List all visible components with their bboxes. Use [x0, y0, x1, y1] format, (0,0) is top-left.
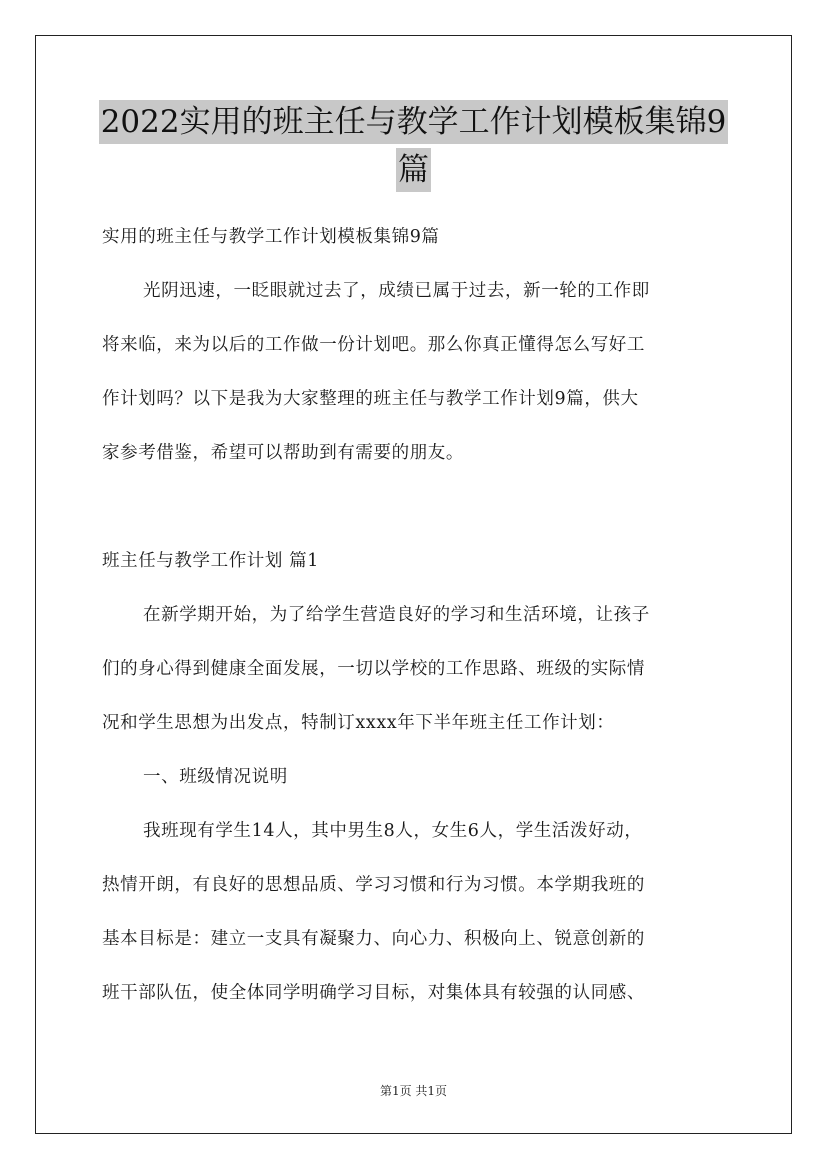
para1-line-3: 况和学生思想为出发点，特制订xxxx年下半年班主任工作计划： [102, 713, 615, 733]
para1-line-2: 们的身心得到健康全面发展，一切以学校的工作思路、班级的实际情 [102, 659, 645, 679]
intro-line-1: 光阴迅速，一眨眼就过去了，成绩已属于过去，新一轮的工作即 [143, 281, 650, 301]
intro-line-4: 家参考借鉴，希望可以帮助到有需要的朋友。 [102, 443, 464, 463]
para1-line-1: 在新学期开始，为了给学生营造良好的学习和生活环境，让孩子 [143, 605, 650, 625]
title-line-2: 篇 [396, 148, 431, 192]
para2-line-4: 班干部队伍，使全体同学明确学习目标，对集体具有较强的认同感、 [102, 983, 645, 1003]
intro-line-3: 作计划吗？以下是我为大家整理的班主任与教学工作计划9篇，供大 [102, 389, 639, 409]
para2-line-2: 热情开朗，有良好的思想品质、学习习惯和行为习惯。本学期我班的 [102, 875, 645, 895]
subtitle: 实用的班主任与教学工作计划模板集锦9篇 [102, 227, 440, 247]
subheading: 一、班级情况说明 [143, 767, 288, 787]
intro-line-2: 将来临，来为以后的工作做一份计划吧。那么你真正懂得怎么写好工 [102, 335, 645, 355]
para2-line-1: 我班现有学生14人，其中男生8人，女生6人，学生活泼好动， [143, 821, 643, 841]
page-footer: 第1页 共1页 [379, 1084, 448, 1098]
page-border [35, 35, 792, 1134]
section-heading: 班主任与教学工作计划 篇1 [102, 551, 319, 571]
title-line-1: 2022实用的班主任与教学工作计划模板集锦9 [99, 100, 729, 144]
para2-line-3: 基本目标是：建立一支具有凝聚力、向心力、积极向上、锐意创新的 [102, 929, 645, 949]
document-title [0, 100, 827, 192]
